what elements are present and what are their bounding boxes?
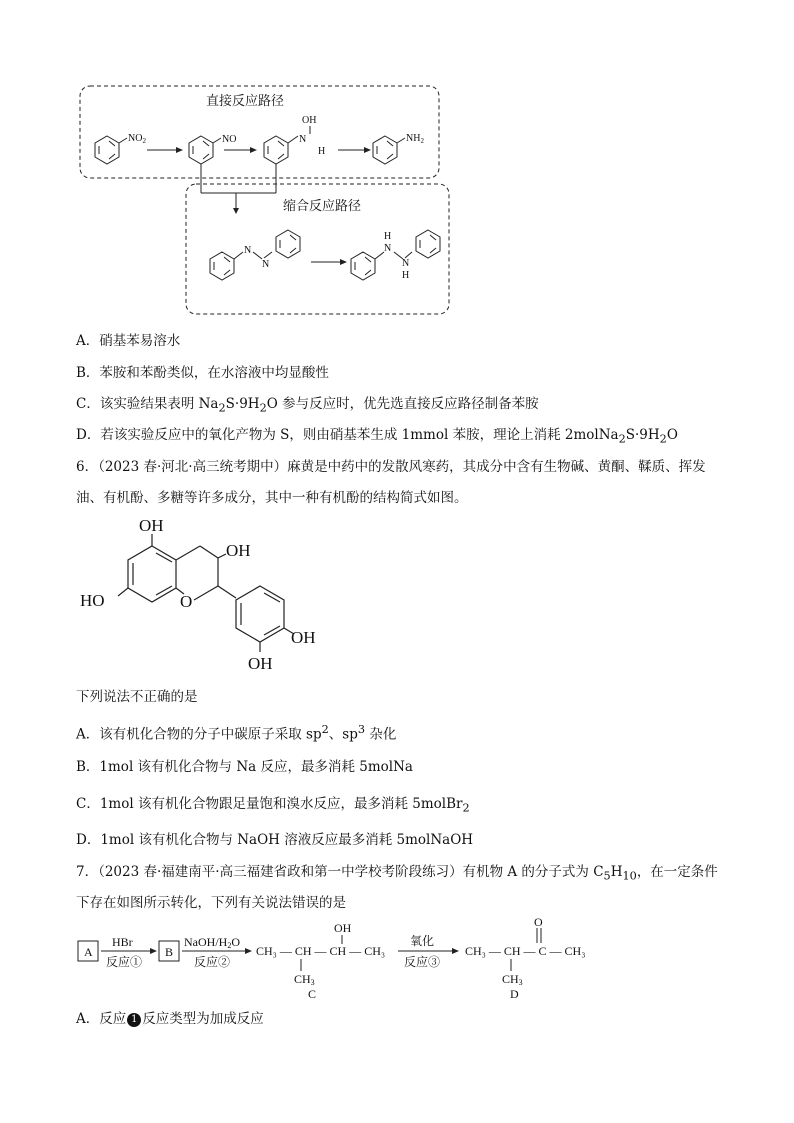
polyphenol-structure — [0, 510, 794, 680]
q7-stem-line2: 下存在如图所示转化，下列有关说法错误的是 — [76, 895, 346, 911]
q5-option-c: C．该实验结果表明 $Na_2S\cdot 9H_2O$ 参与反应时，优先选直接反应路径制备苯胺 — [76, 396, 539, 415]
ring-oxygen-label: O — [180, 592, 193, 611]
n-label: N — [299, 134, 307, 145]
box-b-label: B — [165, 945, 174, 959]
reagent-hbr: HBr — [112, 935, 133, 949]
q7-option-a: A．反应 1 反应类型为加成反应 — [76, 1011, 264, 1027]
q6-option-c: C．1mol 该有机化合物跟足量饱和溴水反应，最多消耗 5molBr$_2$ — [76, 796, 470, 815]
reaction-path-diagram — [0, 0, 794, 330]
aniline-ring — [373, 136, 405, 164]
q6-stem-line1: 6．（2023 春·河北·高三统考期中）麻黄是中药中的发散风寒药，其成分中含有生物碱、黄酮、鞣质、挥发 — [76, 459, 706, 475]
compound-d-o: O — [534, 915, 543, 929]
nitrosobenzene-ring — [189, 136, 221, 164]
reagent-oxidation: 氧化 — [410, 934, 435, 948]
nitroso-label: NO — [222, 134, 237, 145]
compound-d-chain: CH₃ — CH — C — CH₃ — [465, 944, 586, 958]
q5-option-b: B．苯胺和苯酚类似，在水溶液中均显酸性 — [76, 365, 329, 381]
amine-label: $NH_2$ — [406, 133, 424, 145]
nitro-label: $NO_2$ — [128, 133, 146, 145]
azobenzene-right-ring — [276, 230, 300, 258]
q6-stem-line2: 油、有机酚、多糖等许多成分，其中一种有机酚的结构简式如图。 — [76, 490, 468, 506]
compound-d-label: D — [510, 987, 519, 1001]
q7-conversion-scheme — [0, 915, 794, 1005]
oh-top-label: OH — [139, 516, 164, 535]
hydrazo-h1-label: H — [384, 231, 392, 242]
hydrazobenzene-left-ring — [351, 252, 375, 280]
hydrazo-h2-label: H — [402, 270, 410, 281]
ho-left-label: HO — [80, 591, 105, 610]
circled-number: 1 — [127, 1013, 141, 1027]
compound-c-oh: OH — [334, 921, 352, 935]
nitrobenzene-ring — [95, 136, 127, 164]
azobenzene-left-ring — [210, 252, 234, 280]
hydrazobenzene-right-ring — [416, 230, 440, 258]
direct-path-title: 直接反应路径 — [206, 93, 285, 108]
hydroxyl-label: OH — [302, 115, 317, 126]
oh-right-label: OH — [226, 541, 251, 560]
hydrazo-n2-label: N — [402, 258, 410, 269]
phenylhydroxylamine-ring — [264, 136, 298, 164]
q7-stem-line1: 7．（2023 春·福建南平·高三福建省政和第一中学校考阶段练习）有机物 A 的分子式为 $C_5H_{10}$，在一定条件 — [76, 864, 718, 883]
h-label: H — [318, 146, 326, 157]
box-a-label: A — [84, 945, 93, 959]
reagent-naoh: NaOH/H2O — [184, 935, 240, 950]
q5-option-d: D．若该实验反应中的氧化产物为 S，则由硝基苯生成 1mmol 苯胺，理论上消耗 $2molNa_2S\cdot 9H_2O$ — [76, 427, 678, 446]
catechol-oh2-label: OH — [248, 654, 273, 673]
compound-c-methyl: CH3 — [294, 972, 315, 987]
compound-d-methyl: CH3 — [502, 972, 523, 987]
compound-c-label: C — [308, 987, 317, 1001]
q6-option-a: A．该有机化合物的分子中碳原子采取 $sp^2$、$sp^3$ 杂化 — [76, 723, 397, 743]
condense-path-title: 缩合反应路径 — [283, 198, 362, 213]
q5-option-a: A．硝基苯易溶水 — [76, 333, 181, 349]
step1-label: 反应① — [106, 955, 143, 969]
step3-label: 反应③ — [404, 955, 441, 969]
azo-n2-label: N — [262, 259, 270, 270]
compound-c-chain: CH₃ — CH — CH — CH₃ — [256, 944, 386, 958]
catechol-oh1-label: OH — [291, 628, 316, 647]
step2-label: 反应② — [194, 955, 231, 969]
q6-option-b: B．1mol 该有机化合物与 Na 反应，最多消耗 5molNa — [76, 759, 413, 775]
hydrazo-n1-label: N — [384, 243, 392, 254]
azo-n1-label: N — [244, 245, 252, 256]
q6-ask: 下列说法不正确的是 — [76, 689, 198, 705]
q6-option-d: D．1mol 该有机化合物与 NaOH 溶液反应最多消耗 5molNaOH — [76, 832, 474, 848]
